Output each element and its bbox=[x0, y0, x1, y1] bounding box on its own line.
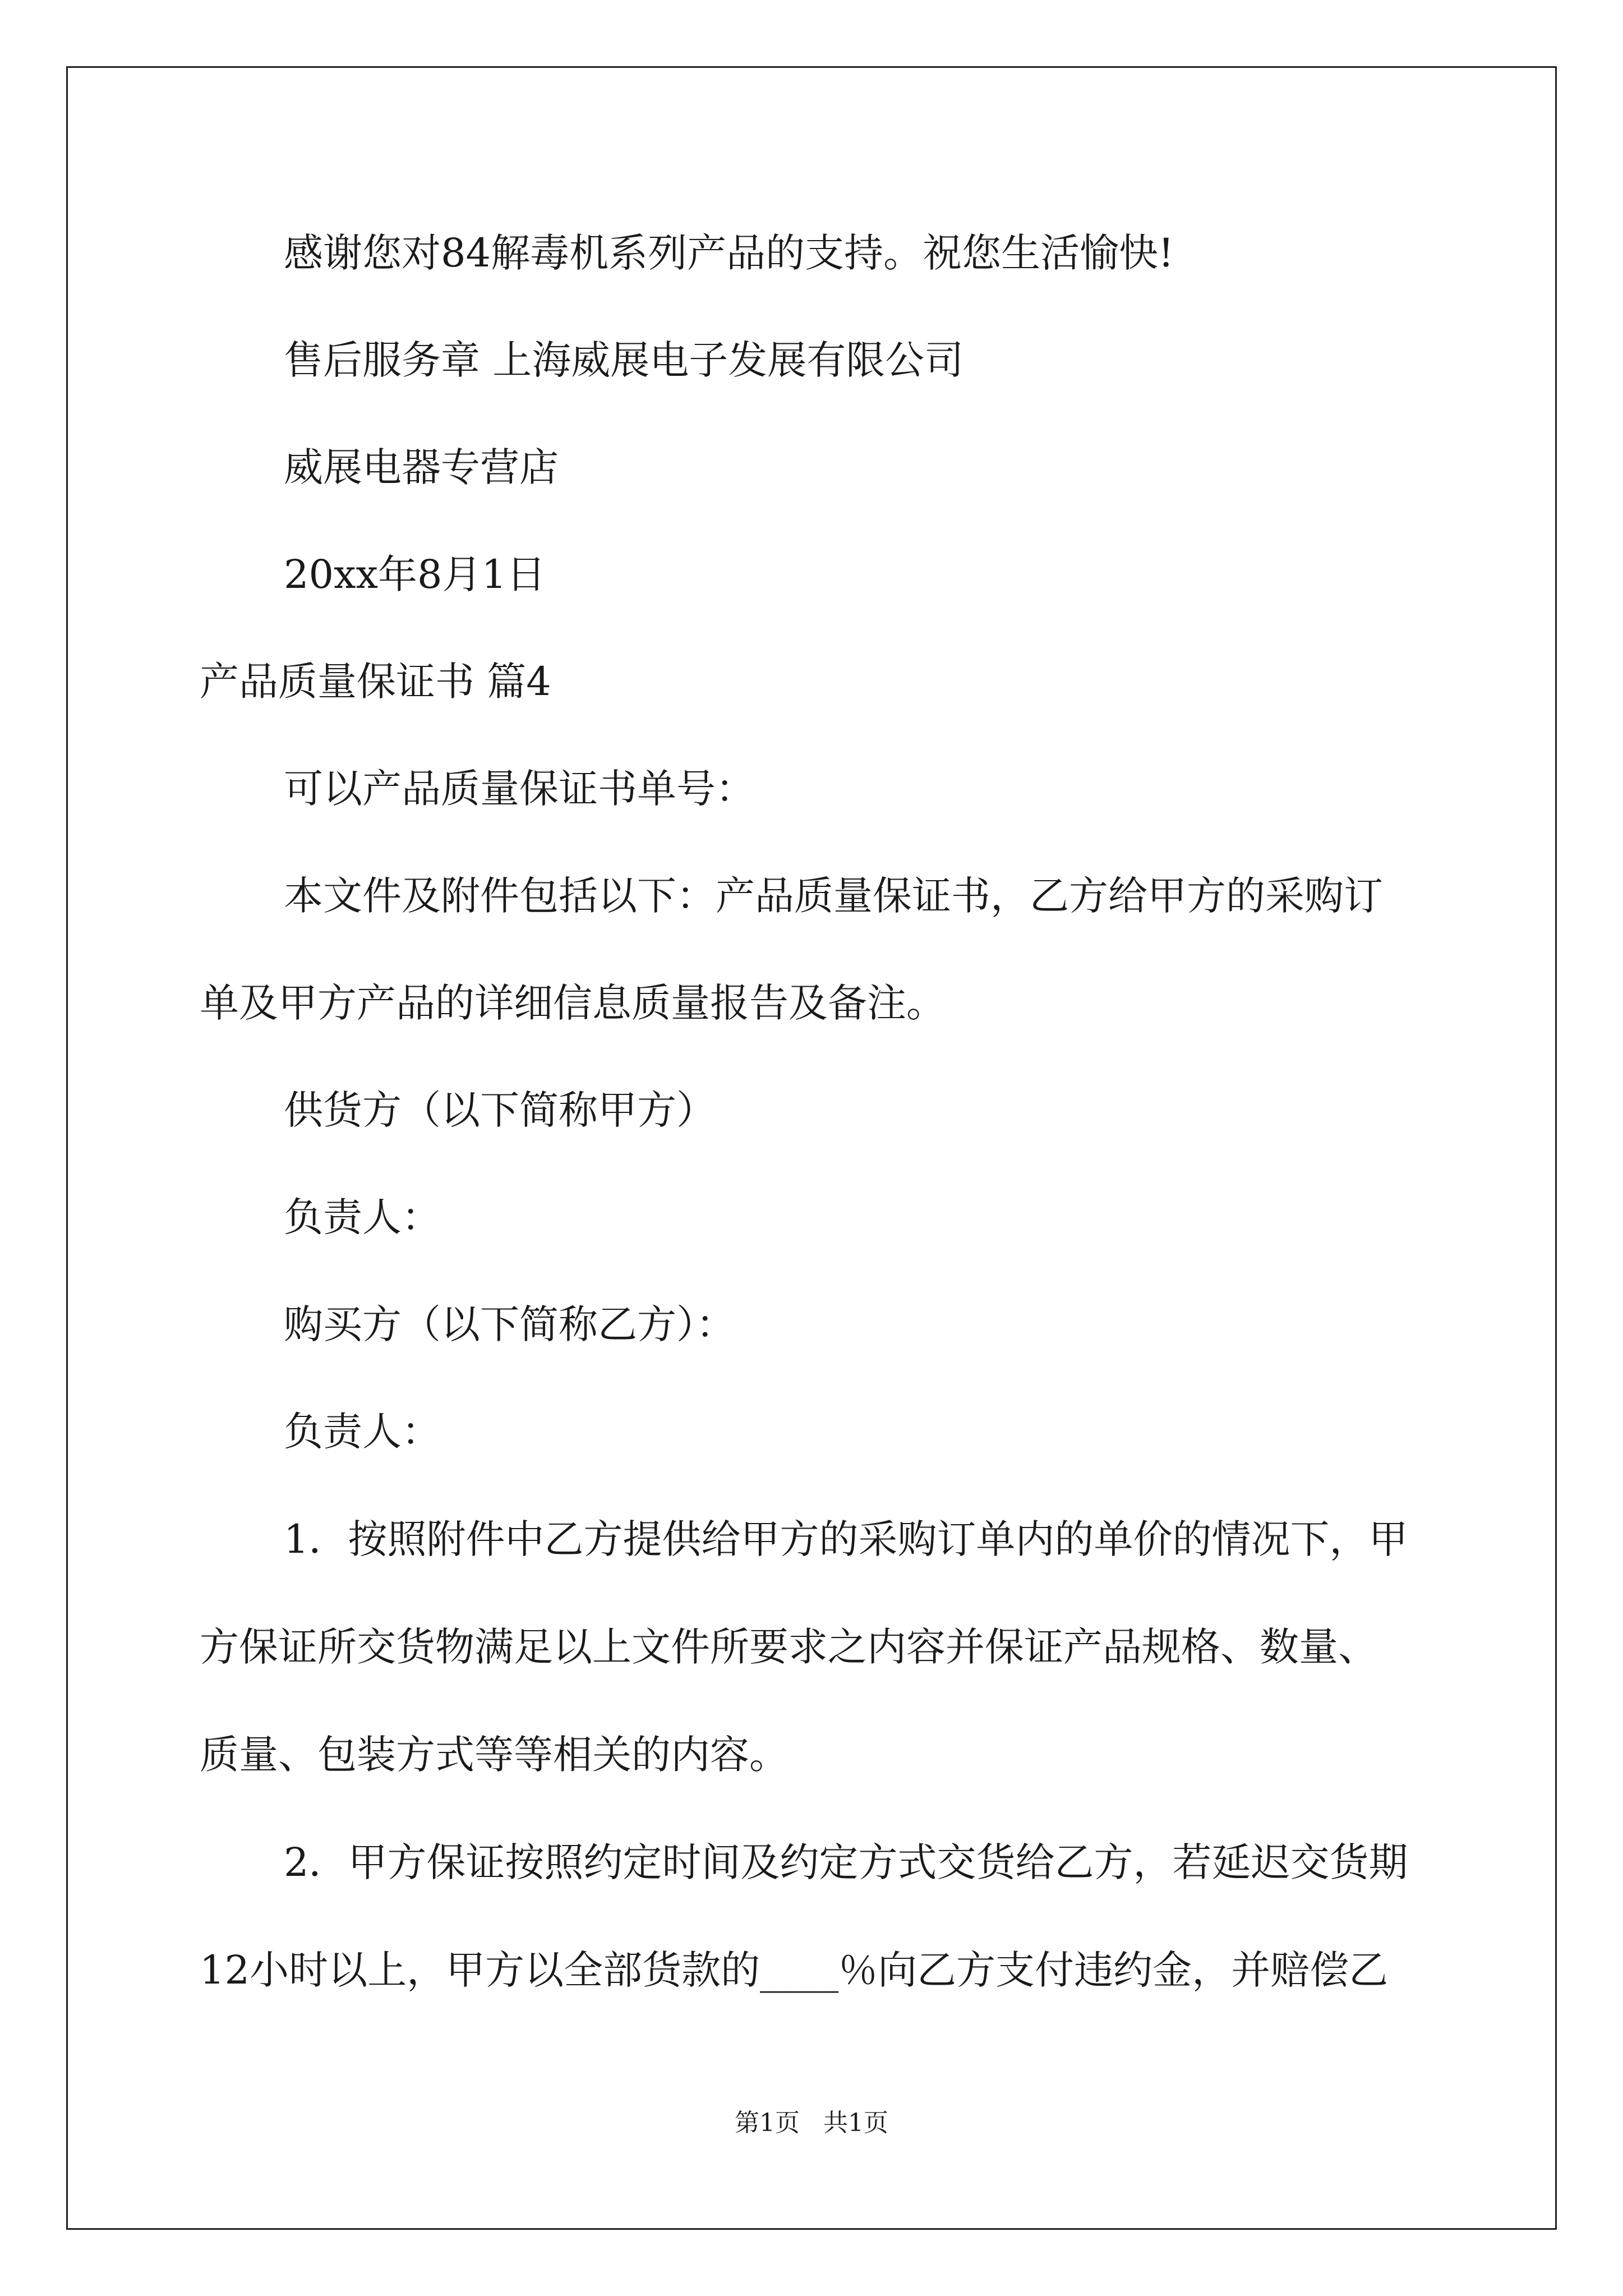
paragraph-buyer-contact: 负责人： bbox=[284, 1409, 441, 1455]
clause-2-line-1: 2．甲方保证按照约定时间及约定方式交货给乙方，若延迟交货期 bbox=[284, 1839, 1408, 1885]
paragraph-supplier: 供货方（以下简称甲方） bbox=[284, 1087, 716, 1133]
paragraph-scope-line-1: 本文件及附件包括以下：产品质量保证书，乙方给甲方的采购订 bbox=[284, 873, 1383, 919]
paragraph-store-name: 威展电器专营店 bbox=[284, 444, 559, 490]
paragraph-supplier-contact: 负责人： bbox=[284, 1194, 441, 1240]
document-body bbox=[200, 200, 1422, 2024]
clause-1-line-2: 方保证所交货物满足以上文件所要求之内容并保证产品规格、数量、 bbox=[200, 1624, 1377, 1670]
paragraph-date: 20xx年8月1日 bbox=[284, 551, 546, 597]
paragraph-buyer: 购买方（以下简称乙方）： bbox=[284, 1301, 735, 1347]
section-heading: 产品质量保证书 篇4 bbox=[200, 659, 551, 705]
page-footer: 第1页 共1页 bbox=[735, 2109, 888, 2137]
paragraph-service-seal: 售后服务章 上海威展电子发展有限公司 bbox=[284, 337, 964, 383]
clause-1-line-1: 1．按照附件中乙方提供给甲方的采购订单内的单价的情况下，甲 bbox=[284, 1516, 1408, 1562]
paragraph-thanks: 感谢您对84解毒机系列产品的支持。祝您生活愉快! bbox=[284, 230, 1174, 276]
paragraph-scope-line-2: 单及甲方产品的详细信息质量报告及备注。 bbox=[200, 980, 946, 1026]
clause-1-line-3: 质量、包装方式等等相关的内容。 bbox=[200, 1732, 789, 1778]
paragraph-certificate-number: 可以产品质量保证书单号： bbox=[284, 766, 755, 812]
clause-2-line-2: 12小时以上，甲方以全部货款的____％向乙方支付违约金，并赔偿乙 bbox=[200, 1947, 1389, 1993]
